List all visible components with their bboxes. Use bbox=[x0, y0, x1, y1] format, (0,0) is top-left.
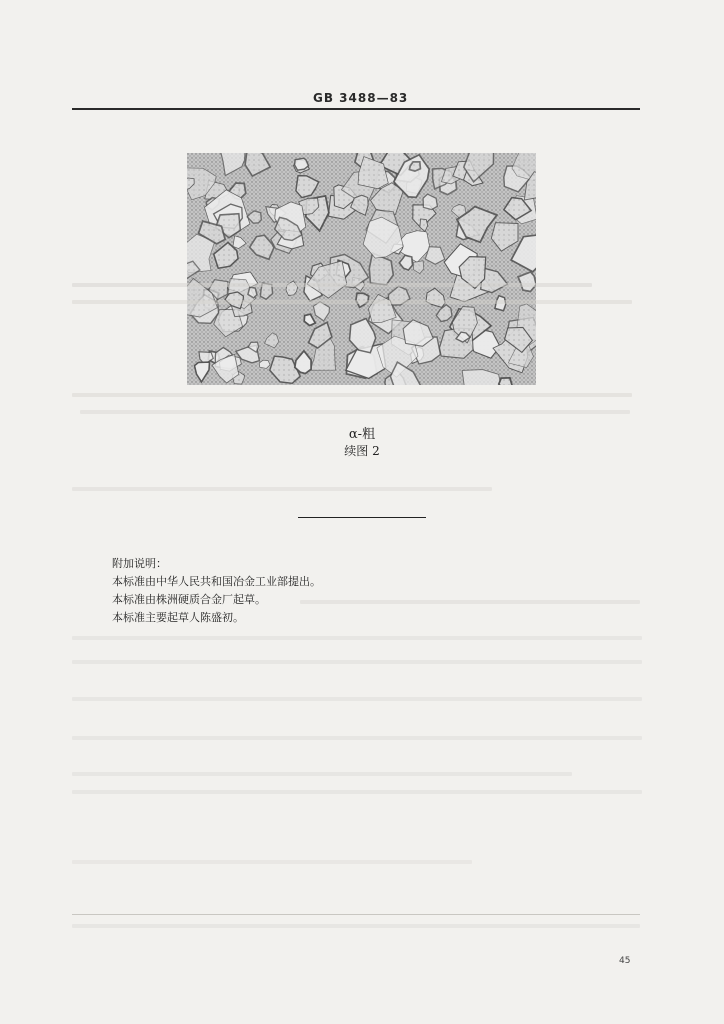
bleed-through-text bbox=[300, 600, 640, 604]
page-number: 45 bbox=[619, 956, 631, 966]
micrograph-image bbox=[187, 153, 536, 385]
header-rule bbox=[72, 108, 640, 110]
bleed-through-text bbox=[72, 924, 640, 928]
bleed-through-text bbox=[72, 736, 642, 740]
micrograph-grain bbox=[499, 378, 513, 385]
bleed-through-text bbox=[72, 283, 592, 287]
notes-line: 本标准主要起草人陈盛初。 bbox=[112, 611, 244, 624]
figure-phase-label: α-粗 bbox=[348, 427, 376, 442]
bleed-through-text bbox=[72, 487, 492, 491]
footer-rule bbox=[72, 914, 640, 915]
bleed-through-text bbox=[72, 393, 632, 397]
section-divider bbox=[298, 517, 426, 518]
bleed-through-text bbox=[72, 300, 632, 304]
notes-title: 附加说明： bbox=[112, 557, 167, 570]
additional-notes bbox=[112, 555, 321, 627]
bleed-through-text bbox=[72, 636, 642, 640]
notes-line: 本标准由株洲硬质合金厂起草。 bbox=[112, 593, 266, 606]
bleed-through-text bbox=[72, 697, 642, 701]
bleed-through-text bbox=[72, 860, 472, 864]
figure-caption: 续图 2 bbox=[344, 444, 380, 458]
notes-line: 本标准由中华人民共和国冶金工业部提出。 bbox=[112, 575, 321, 588]
bleed-through-text bbox=[80, 410, 630, 414]
bleed-through-text bbox=[72, 790, 642, 794]
standard-code: GB 3488—83 bbox=[313, 91, 409, 105]
bleed-through-text bbox=[72, 772, 572, 776]
bleed-through-text bbox=[72, 660, 642, 664]
